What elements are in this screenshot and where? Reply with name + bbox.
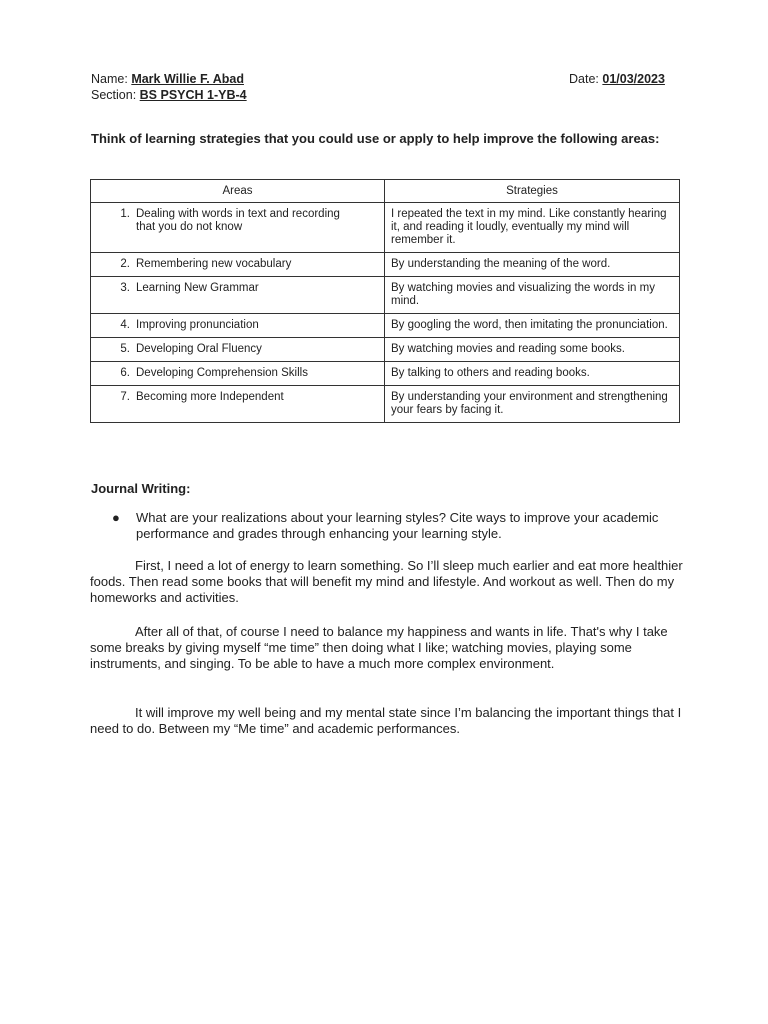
area-cell <box>91 338 385 362</box>
areas-header: Areas <box>91 180 385 203</box>
table-row <box>91 362 680 386</box>
row-number: 3. <box>120 282 130 294</box>
strategies-table <box>90 179 680 423</box>
area-cell <box>91 314 385 338</box>
area-text: Becoming more Independent <box>136 391 284 403</box>
strategy-cell: By understanding your environment and strengthening your fears by facing it. <box>385 386 680 423</box>
table-header-row <box>91 180 680 203</box>
table-row <box>91 386 680 423</box>
area-text: Developing Oral Fluency <box>136 343 262 355</box>
table-row <box>91 338 680 362</box>
area-text: Remembering new vocabulary <box>136 258 292 270</box>
strategies-header: Strategies <box>385 180 680 203</box>
table-row <box>91 203 680 253</box>
area-cell <box>91 253 385 277</box>
strategy-cell: I repeated the text in my mind. Like constantly hearing it, and reading it loudly, eventually my mind will remember it. <box>385 203 680 253</box>
row-number: 2. <box>120 258 130 270</box>
paragraph-text: After all of that, of course I need to balance my happiness and wants in life. That's why I take some breaks by giving myself “me time” then doing what I like; watching movies, playing some instruments, and singing. To be able to have a much more complex environment. <box>90 624 668 671</box>
area-cell <box>91 277 385 314</box>
journal-paragraph <box>90 624 685 672</box>
section-line <box>91 88 247 103</box>
strategy-cell: By understanding the meaning of the word. <box>385 253 680 277</box>
area-text: Dealing with words in text and recording that you do not know <box>136 208 340 233</box>
row-number: 4. <box>120 319 130 331</box>
strategy-cell: By googling the word, then imitating the pronunciation. <box>385 314 680 338</box>
table-row <box>91 277 680 314</box>
strategy-cell: By watching movies and reading some books. <box>385 338 680 362</box>
area-cell <box>91 386 385 423</box>
row-number: 1. <box>120 208 130 220</box>
prompt-text: Think of learning strategies that you could use or apply to help improve the following areas: <box>91 131 660 146</box>
area-text: Improving pronunciation <box>136 319 259 331</box>
row-number: 5. <box>120 343 130 355</box>
area-text: Developing Comprehension Skills <box>136 367 308 379</box>
paragraph-text: First, I need a lot of energy to learn something. So I’ll sleep much earlier and eat more healthier foods. Then read some books that will benefit my mind and lifestyle. And workout as well. Then do my homeworks and activities. <box>90 558 683 605</box>
name-line <box>91 72 244 87</box>
table-row <box>91 314 680 338</box>
paragraph-text: It will improve my well being and my mental state since I’m balancing the important things that I need to do. Between my “Me time” and academic performances. <box>90 705 682 736</box>
area-cell <box>91 362 385 386</box>
section-label: Section: <box>91 88 137 102</box>
date-label: Date: <box>569 72 599 86</box>
bullet-icon: ● <box>112 510 120 525</box>
area-cell <box>91 203 385 253</box>
date-line <box>569 72 665 87</box>
strategy-cell: By watching movies and visualizing the words in my mind. <box>385 277 680 314</box>
row-number: 6. <box>120 367 130 379</box>
name-label: Name: <box>91 72 128 86</box>
area-text: Learning New Grammar <box>136 282 259 294</box>
journal-question: What are your realizations about your learning styles? Cite ways to improve your academic performance and grades through enhancing your learning style. <box>136 510 659 541</box>
strategy-cell: By talking to others and reading books. <box>385 362 680 386</box>
section-value: BS PSYCH 1-YB-4 <box>139 88 247 102</box>
student-name: Mark Willie F. Abad <box>131 72 244 86</box>
journal-paragraph <box>90 705 685 737</box>
table-row <box>91 253 680 277</box>
journal-paragraph <box>90 558 685 606</box>
row-number: 7. <box>120 391 130 403</box>
journal-title: Journal Writing: <box>91 481 191 496</box>
date-value: 01/03/2023 <box>602 72 665 86</box>
